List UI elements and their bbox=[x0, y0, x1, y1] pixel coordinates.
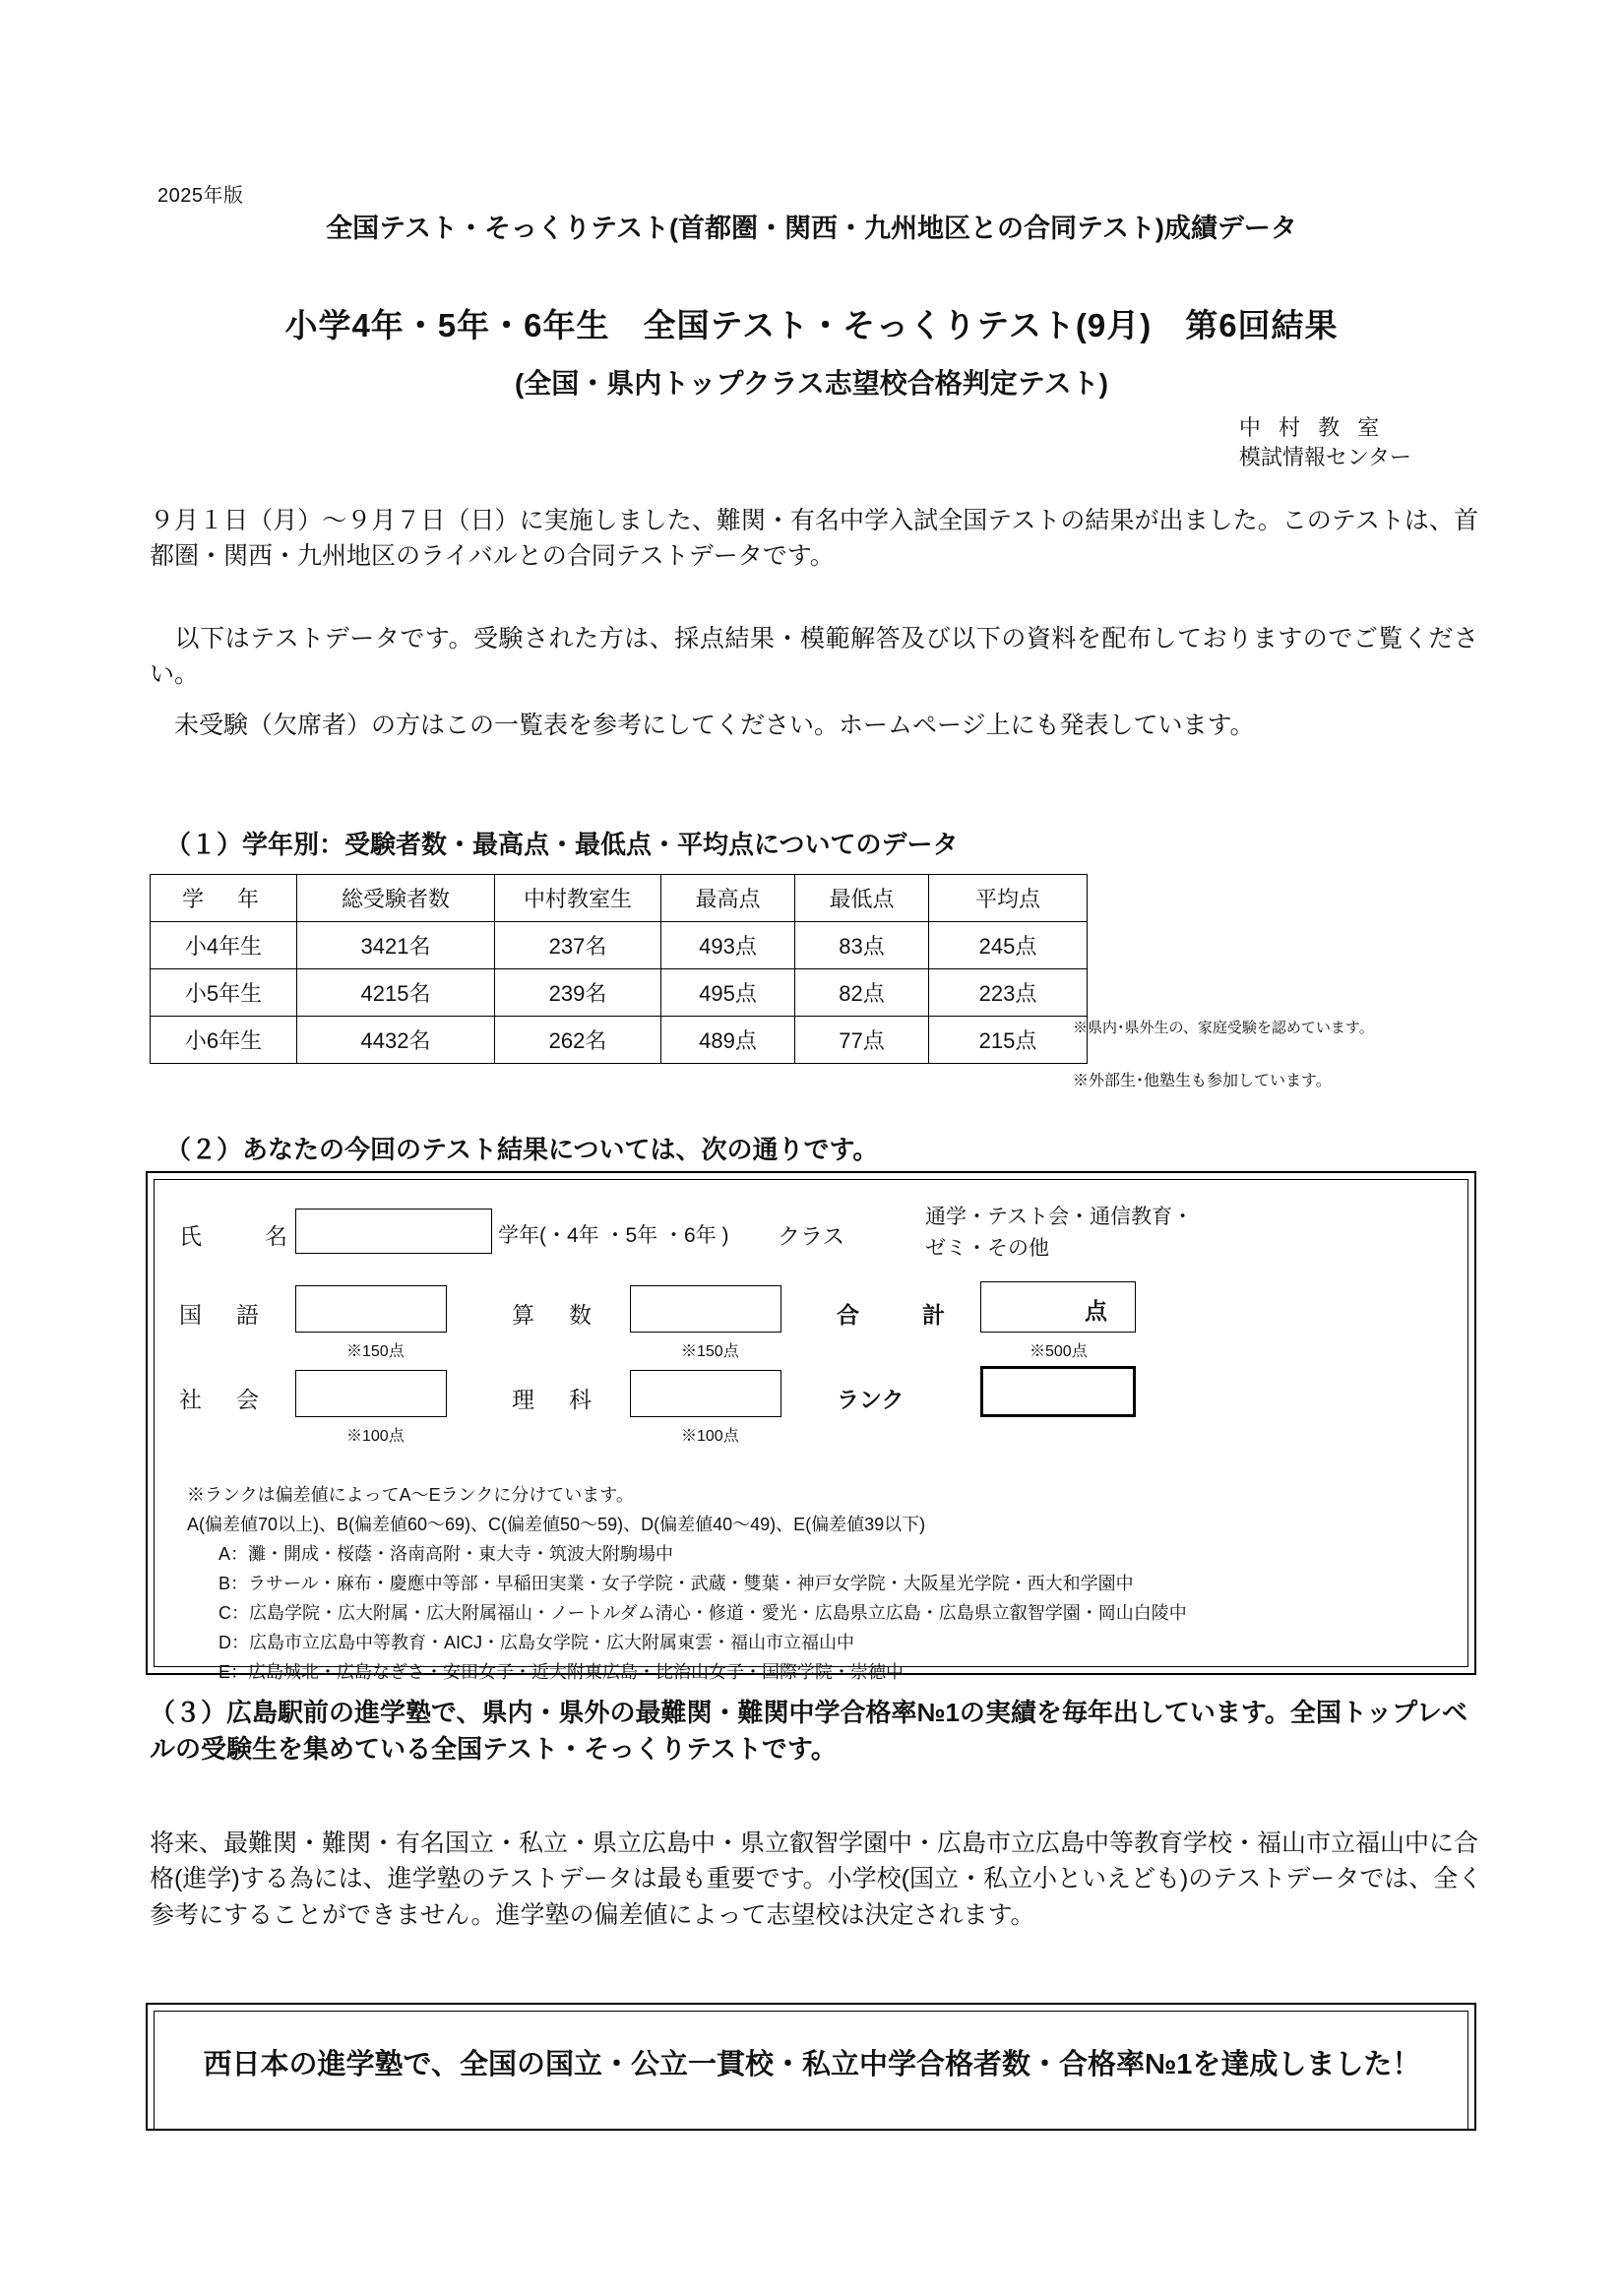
cell-max-score: 495点 bbox=[661, 969, 795, 1017]
scores-table-wrapper bbox=[150, 874, 1088, 1064]
kokugo-input[interactable] bbox=[295, 1285, 447, 1333]
total-input[interactable] bbox=[980, 1281, 1136, 1333]
table-header-row bbox=[151, 875, 1088, 922]
total-label: 合 計 bbox=[837, 1302, 951, 1328]
sansu-max-note: ※150点 bbox=[681, 1343, 739, 1360]
grade-label: 学年(・4年 ・5年 ・6年 ) bbox=[498, 1224, 729, 1247]
page-subtitle: (全国・県内トップクラス志望校合格判定テスト) bbox=[514, 368, 1108, 399]
scores-table bbox=[150, 874, 1088, 1064]
organization-name: 中 村 教 室 bbox=[1238, 415, 1386, 440]
table-row bbox=[151, 922, 1088, 969]
cell-grade: 小5年生 bbox=[151, 969, 297, 1017]
table-note-external-students: ※外部生･他塾生も参加しています。 bbox=[1073, 1073, 1332, 1089]
cell-max-score: 489点 bbox=[661, 1017, 795, 1064]
sansu-input[interactable] bbox=[630, 1285, 781, 1333]
section3-body: 将来、最難関・難関・有名国立・私立・県立広島中・県立叡智学園中・広島市立広島中等教育学校・福山市立福山中に合格(進学)する為には、進学塾のテストデータは最も重要です。小学校(国立・私立小といえども)のテストデータでは、全く参考にすることができません。進学塾の偏差値によって志望校は決定されます。 bbox=[150, 1830, 1483, 1929]
cell-avg-score: 245点 bbox=[929, 922, 1088, 969]
rank-item-a: A：灘・開成・桜蔭・洛南高附・東大寺・筑波大附駒場中 bbox=[218, 1544, 674, 1564]
shakai-label: 社 会 bbox=[179, 1387, 265, 1412]
year-tag: 2025年版 bbox=[157, 185, 244, 207]
page-title: 小学4年・5年・6年生 全国テスト・そっくりテスト(9月) 第6回結果 bbox=[284, 307, 1339, 343]
section2-title: （２）あなたの今回のテスト結果については、次の通りです。 bbox=[165, 1135, 879, 1164]
cell-min-score: 82点 bbox=[795, 969, 929, 1017]
intro-paragraph-2: 以下はテストデータです。受験された方は、採点結果・模範解答及び以下の資料を配布しておりますのでご覧ください。 bbox=[150, 625, 1478, 688]
cell-min-score: 83点 bbox=[795, 922, 929, 969]
cell-avg-score: 223点 bbox=[929, 969, 1088, 1017]
section3-headline: （３）広島駅前の進学塾で、県内・県外の最難関・難関中学合格率№1の実績を毎年出しています。全国トップレベルの受験生を集めている全国テスト・そっくりテストです。 bbox=[150, 1698, 1468, 1764]
rank-scale-note: A(偏差値70以上)、B(偏差値60〜69)、C(偏差値50〜59)、D(偏差値40〜49)、E(偏差値39以下) bbox=[187, 1515, 926, 1534]
organization-block bbox=[1239, 413, 1411, 471]
rank-label: ランク bbox=[837, 1387, 905, 1412]
section1-title: （１）学年別：受験者数・最高点・最低点・平均点についてのデータ bbox=[165, 830, 959, 859]
rank-explanation-note: ※ランクは偏差値によってA〜Eランクに分けています。 bbox=[187, 1485, 634, 1505]
class-label: クラス bbox=[778, 1223, 845, 1249]
col-header-grade: 学 年 bbox=[151, 875, 297, 922]
shakai-max-note: ※100点 bbox=[346, 1428, 405, 1445]
class-note-line2: ゼミ・その他 bbox=[925, 1237, 1049, 1260]
rika-label: 理 科 bbox=[512, 1387, 597, 1412]
sansu-label: 算 数 bbox=[512, 1302, 597, 1328]
cell-min-score: 77点 bbox=[795, 1017, 929, 1064]
col-header-max-score: 最高点 bbox=[661, 875, 795, 922]
table-row bbox=[151, 1017, 1088, 1064]
cell-total-examinees: 4432名 bbox=[297, 1017, 495, 1064]
col-header-min-score: 最低点 bbox=[795, 875, 929, 922]
table-note-home-exam: ※県内･県外生の、家庭受験を認めています。 bbox=[1073, 1020, 1374, 1036]
table-row bbox=[151, 969, 1088, 1017]
cell-nakamura-students: 262名 bbox=[495, 1017, 661, 1064]
intro-paragraph-1: ９月１日（月）〜９月７日（日）に実施しました、難関・有名中学入試全国テストの結果が出ました。このテストは、首都圏・関西・九州地区のライバルとの合同テストデータです。 bbox=[150, 507, 1478, 570]
name-input[interactable] bbox=[295, 1209, 492, 1254]
rank-item-e: E：広島城北・広島なぎさ・安田女子・近大附東広島・比治山女子・国際学院・崇徳中 bbox=[218, 1662, 905, 1682]
rank-input[interactable] bbox=[980, 1366, 1136, 1417]
class-note-line1: 通学・テスト会・通信教育・ bbox=[925, 1206, 1194, 1228]
col-header-total-examinees: 総受験者数 bbox=[297, 875, 495, 922]
cell-max-score: 493点 bbox=[661, 922, 795, 969]
total-max-note: ※500点 bbox=[1030, 1343, 1088, 1360]
cell-nakamura-students: 237名 bbox=[495, 922, 661, 969]
name-label: 氏 名 bbox=[179, 1223, 293, 1249]
bottom-banner-text: 西日本の進学塾で、全国の国立・公立一貫校・私立中学合格者数・合格率№1を達成しました！ bbox=[203, 2049, 1421, 2080]
rank-item-d: D：広島市立広島中等教育・AICJ・広島女学院・広大附属東雲・福山市立福山中 bbox=[218, 1633, 855, 1652]
rika-input[interactable] bbox=[630, 1370, 781, 1417]
organization-center: 模試情報センター bbox=[1238, 444, 1411, 469]
cell-total-examinees: 3421名 bbox=[297, 922, 495, 969]
kokugo-max-note: ※150点 bbox=[346, 1343, 405, 1360]
cell-grade: 小4年生 bbox=[151, 922, 297, 969]
cell-total-examinees: 4215名 bbox=[297, 969, 495, 1017]
total-unit-label: 点 bbox=[1085, 1298, 1107, 1324]
col-header-nakamura-students: 中村教室生 bbox=[495, 875, 661, 922]
kokugo-label: 国 語 bbox=[179, 1302, 265, 1328]
col-header-avg-score: 平均点 bbox=[929, 875, 1088, 922]
intro-paragraph-3: 未受験（欠席者）の方はこの一覧表を参考にしてください。ホームページ上にも発表しています。 bbox=[150, 712, 1255, 739]
header-subtitle: 全国テスト・そっくりテスト(首都圏・関西・九州地区との合同テスト)成績データ bbox=[326, 214, 1297, 243]
cell-grade: 小6年生 bbox=[151, 1017, 297, 1064]
bottom-banner-box bbox=[146, 2003, 1476, 2131]
shakai-input[interactable] bbox=[295, 1370, 447, 1417]
rank-item-c: C：広島学院・広大附属・広大附属福山・ノートルダム清心・修道・愛光・広島県立広島・広島県立叡智学園・岡山白陵中 bbox=[218, 1603, 1187, 1623]
cell-avg-score: 215点 bbox=[929, 1017, 1088, 1064]
rika-max-note: ※100点 bbox=[681, 1428, 739, 1445]
cell-nakamura-students: 239名 bbox=[495, 969, 661, 1017]
rank-item-b: B：ラサール・麻布・慶應中等部・早稲田実業・女子学院・武蔵・雙葉・神戸女学院・大阪星光学院・西大和学園中 bbox=[218, 1574, 1134, 1593]
